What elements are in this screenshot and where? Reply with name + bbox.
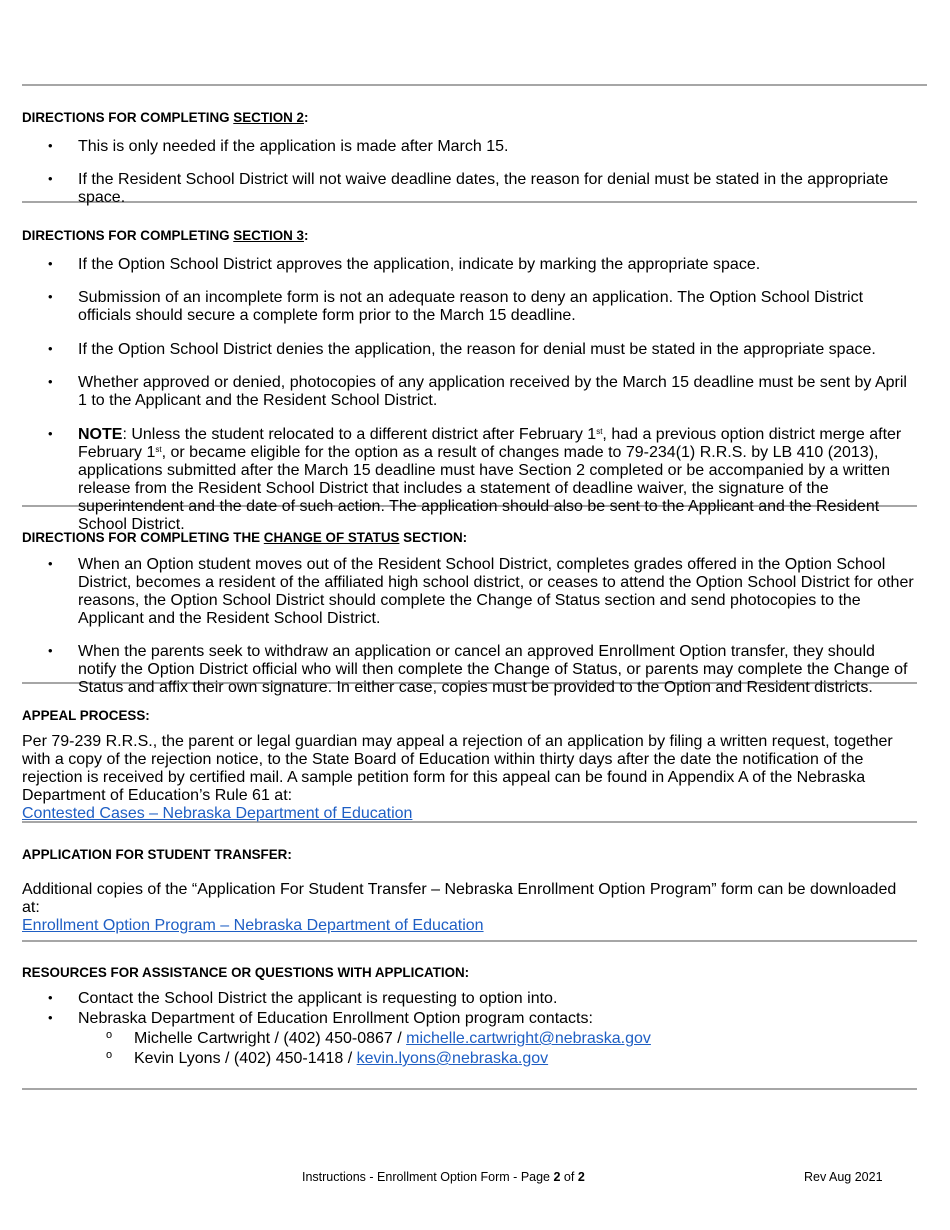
list-item: • Whether approved or denied, photocopies of any application received by the March 15 deadline must be sent by April 1 to the Applicant and the Resident School District.: [22, 374, 917, 410]
divider: [22, 940, 917, 942]
list-item: • Contact the School District the applicant is requesting to option into.: [22, 990, 917, 1008]
footer-page-info: Instructions - Enrollment Option Form - Page 2 of 2: [302, 1170, 585, 1184]
list-item: • If the Option School District approves the application, indicate by marking the appropriate space.: [22, 256, 917, 274]
contact-item: o Kevin Lyons / (402) 450-1418 / kevin.lyons@nebraska.gov: [22, 1050, 917, 1068]
list-item: • If the Resident School District will not waive deadline dates, the reason for denial must be stated in the appropriate space.: [22, 171, 917, 207]
email-link[interactable]: michelle.cartwright@nebraska.gov: [406, 1030, 651, 1047]
list-item: • Nebraska Department of Education Enrollment Option program contacts:: [22, 1010, 917, 1028]
list-item: • If the Option School District denies the application, the reason for denial must be stated in the appropriate space.: [22, 341, 917, 359]
list-item: • When the parents seek to withdraw an application or cancel an approved Enrollment Option transfer, they should notify the Option District official who will then complete the Change of Status, or parents may complete the Change of Status and affix their own signature. In either case, copies must be provided to the Option and Resident districts.: [22, 643, 917, 697]
note-label: NOTE: [78, 425, 123, 443]
divider: [22, 1088, 917, 1090]
change-of-status-heading: DIRECTIONS FOR COMPLETING THE CHANGE OF STATUS SECTION:: [22, 530, 468, 545]
appeal-process-section: [22, 708, 917, 823]
transfer-body: Additional copies of the “Application For Student Transfer – Nebraska Enrollment Option Program” form can be downloaded at:: [22, 881, 897, 916]
section-3-directions: [22, 228, 917, 534]
note-item: • NOTE: Unless the student relocated to a different district after February 1st, had a previous option district merge after February 1st, or became eligible for the option as a result of changes made to 79-234(1) R.R.S. by LB 410 (2013), applications submitted after the March 15 deadline must have Section 2 completed or be accompanied by a written release from the Resident School District that includes a statement of deadline waiver, the signature of the superintendent and the date of such action. The application should also be sent to the Applicant and the Resident School District.: [22, 426, 917, 534]
section-3-heading: DIRECTIONS FOR COMPLETING SECTION 3:: [22, 228, 309, 243]
contested-cases-link[interactable]: Contested Cases – Nebraska Department of Education: [22, 805, 413, 822]
resources-section: [22, 965, 917, 1068]
list-item: • This is only needed if the application is made after March 15.: [22, 138, 917, 156]
appeal-heading: APPEAL PROCESS:: [22, 708, 150, 723]
change-of-status-directions: [22, 530, 917, 697]
footer-revision: Rev Aug 2021: [804, 1170, 883, 1184]
section-2-directions: [22, 110, 917, 207]
list-item: • Submission of an incomplete form is not an adequate reason to deny an application. The Option School District officials should secure a complete form prior to the March 15 deadline.: [22, 289, 917, 325]
enrollment-option-link[interactable]: Enrollment Option Program – Nebraska Department of Education: [22, 917, 484, 934]
section-2-heading: DIRECTIONS FOR COMPLETING SECTION 2:: [22, 110, 309, 125]
appeal-body: Per 79-239 R.R.S., the parent or legal guardian may appeal a rejection of an application by filing a written request, together with a copy of the rejection notice, to the State Board of Education within thirty days after the date the notification of the rejection is received by certified mail. A sample petition form for this appeal can be found in Appendix A of the Nebraska Department of Education’s Rule 61 at:: [22, 733, 893, 804]
email-link[interactable]: kevin.lyons@nebraska.gov: [356, 1050, 549, 1067]
divider: [22, 84, 927, 86]
transfer-heading: APPLICATION FOR STUDENT TRANSFER:: [22, 847, 292, 862]
list-item: • When an Option student moves out of the Resident School District, completes grades offered in the Option School District, becomes a resident of the affiliated high school district, or ceases to attend the Option School District for other reasons, the Option School District should complete the Change of Status section and send photocopies to the Applicant and the Resident School District.: [22, 556, 917, 628]
contact-item: o Michelle Cartwright / (402) 450-0867 / michelle.cartwright@nebraska.gov: [22, 1030, 917, 1048]
resources-heading: RESOURCES FOR ASSISTANCE OR QUESTIONS WITH APPLICATION:: [22, 965, 470, 980]
student-transfer-section: [22, 847, 917, 935]
